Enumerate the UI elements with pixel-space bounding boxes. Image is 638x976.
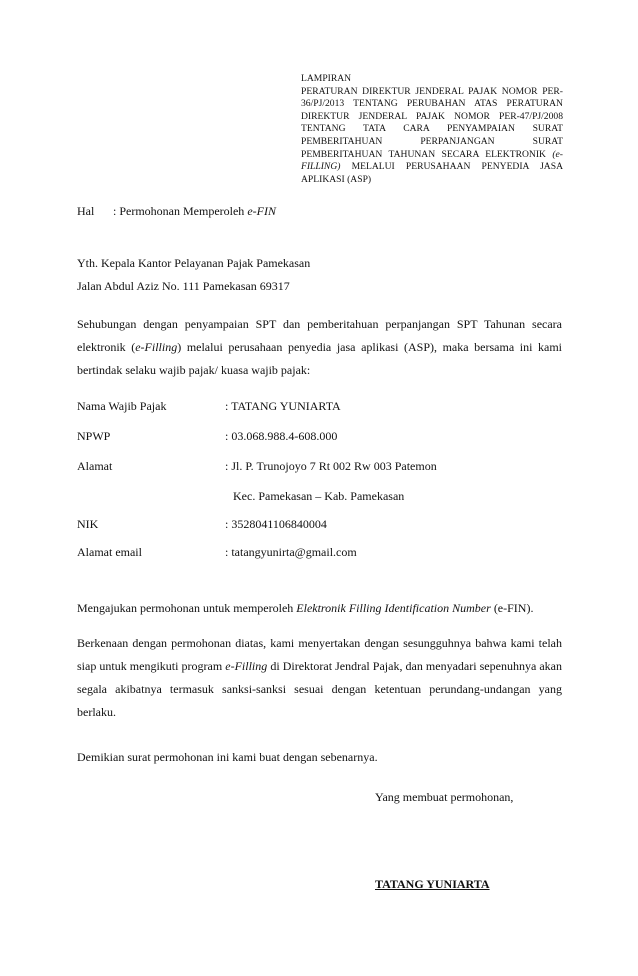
signer-name: TATANG YUNIARTA [375,877,490,891]
field-value: : TATANG YUNIARTA [225,399,341,413]
field-value: : Jl. P. Trunojoyo 7 Rt 002 Rw 003 Patemon [225,459,437,473]
paragraph-closing: Demikian surat permohonan ini kami buat dengan sebenarnya. [77,750,378,764]
field-value: : 3528041106840004 [225,517,327,531]
subject-efin: e-FIN [247,204,276,218]
paragraph-intro [77,313,562,382]
field-label: Alamat [77,459,113,473]
lampiran-body-end: MELALUI PERUSAHAAN PENYEDIA JASA APLIKASI (ASP) [301,161,564,185]
paragraph-intro-post: ) melalui perusahaan penyedia jasa aplikasi (ASP), maka bersama ini kami bertindak selaku wajib pajak/ kuasa wajib pajak: [77,340,562,377]
paragraph-statement-post: di Direktorat Jendral Pajak, dan menyadari sepenuhnya akan segala akibatnya termasuk sanksi-sanksi sesuai dengan ketentuan perundang-undangan yang berlaku. [77,659,562,719]
field-label: Nama Wajib Pajak [77,399,167,413]
recipient-block [77,252,310,298]
lampiran-regulation-text [301,86,563,187]
paragraph-intro-pre: Sehubungan dengan penyampaian SPT dan pemberitahuan perpanjangan SPT Tahunan secara elektronik ( [77,317,562,354]
field-value: : tatangyunirta@gmail.com [225,545,357,559]
paragraph-request-italic: Elektronik Filling Identification Number [296,601,491,615]
paragraph-statement [77,632,562,724]
paragraph-request-pre: Mengajukan permohonan untuk memperoleh [77,601,297,615]
lampiran-block [301,73,563,186]
field-label: NIK [77,517,99,531]
lampiran-body: PERATURAN DIREKTUR JENDERAL PAJAK NOMOR PER-36/PJ/2013 TENTANG PERUBAHAN ATAS PERATURAN DIREKTUR JENDERAL PAJAK NOMOR PER-47/PJ/2008 TENTANG TATA CARA PENYAMPAIAN SURAT PEMBERITAHUAN PERPANJANGAN SURAT PEMBERITAHUAN TAHUNAN SECARA ELEKTRONIK [301,85,563,160]
paragraph-request-post: (e-FIN). [490,601,534,615]
subject-label: Hal [77,204,95,218]
recipient-line-2: Jalan Abdul Aziz No. 111 Pamekasan 69317 [77,279,290,293]
paragraph-statement-pre: Berkenaan dengan permohonan diatas, kami menyertakan dengan sesungguhnya bahwa kami telah siap untuk mengikuti program [77,636,562,673]
paragraph-request [77,597,562,620]
signoff-text: Yang membuat permohonan, [375,790,514,804]
paragraph-statement-italic: e-Filling [225,659,268,673]
field-label: NPWP [77,429,111,443]
field-value: : 03.068.988.4-608.000 [225,429,338,443]
field-label: Alamat email [77,545,142,559]
recipient-line-1: Yth. Kepala Kantor Pelayanan Pajak Pamekasan [77,256,311,270]
subject-line [77,204,276,219]
field-value: Kec. Pamekasan – Kab. Pamekasan [233,489,405,503]
paragraph-intro-italic: e-Filling [135,340,178,354]
lampiran-efilling: (e-FILLING) [301,148,563,173]
subject-value: : Permohonan Memperoleh [113,204,248,218]
lampiran-title: LAMPIRAN [301,73,352,84]
